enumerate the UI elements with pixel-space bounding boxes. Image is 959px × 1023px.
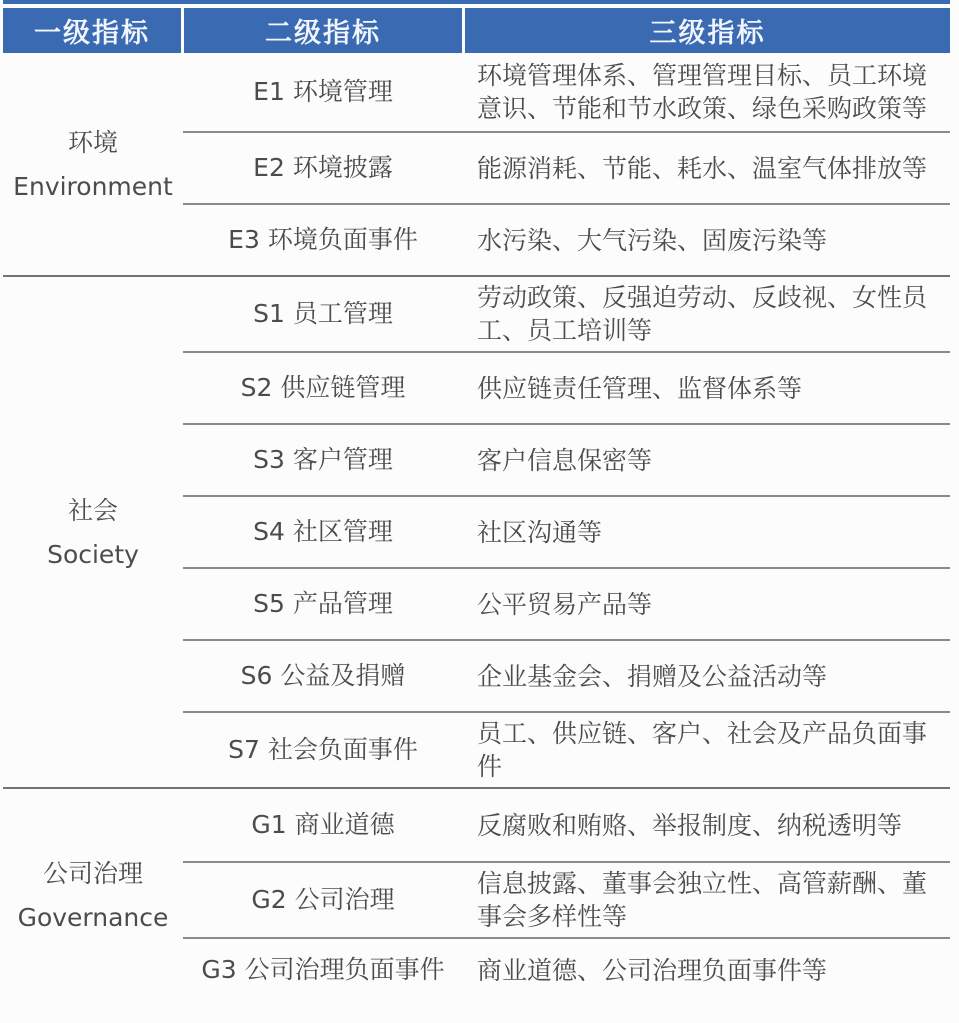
section-rows [183,789,950,1001]
level3-cell: 水污染、大气污染、固废污染等 [477,225,828,255]
indicator-row [183,711,950,787]
level3-cell: 公平贸易产品等 [477,589,653,619]
level3-cell: 客户信息保密等 [477,445,653,475]
table-header [3,8,950,53]
level2-cell: S3 客户管理 [253,445,393,474]
indicator-row [183,53,950,131]
indicator-row [183,131,950,203]
header-cell-level1: 一级指标 [3,8,181,53]
level3-cell: 企业基金会、捐赠及公益活动等 [477,661,828,691]
header-cell-level2: 二级指标 [184,8,462,53]
indicator-row [183,277,950,351]
level1-en-label: Governance [17,902,169,932]
level3-cell: 供应链责任管理、监督体系等 [477,373,803,403]
level3-cell: 商业道德、公司治理负面事件等 [477,955,828,985]
level1-zh-label: 公司治理 [42,858,143,888]
level1-zh-label: 环境 [67,127,118,157]
section-society [3,275,950,787]
indicator-row [183,789,950,861]
level2-cell: G3 公司治理负面事件 [201,955,445,984]
level3-cell: 劳动政策、反强迫劳动、反歧视、女性员工、员工培训等 [477,283,928,345]
section-rows [183,53,950,275]
level2-cell: E3 环境负面事件 [228,225,418,254]
level1-cell [3,53,183,275]
level3-cell: 能源消耗、节能、耗水、温室气体排放等 [477,153,928,183]
indicator-row [183,567,950,639]
table-sections [3,53,950,1001]
indicator-row [183,423,950,495]
section-governance [3,787,950,1001]
level2-cell: E2 环境披露 [253,153,393,182]
level2-cell: G2 公司治理 [251,885,395,914]
level2-cell: S7 社会负面事件 [228,735,418,764]
level3-cell: 信息披露、董事会独立性、高管薪酬、董事会多样性等 [477,869,928,931]
level3-cell: 环境管理体系、管理管理目标、员工环境意识、节能和节水政策、绿色采购政策等 [477,61,928,123]
level1-zh-label: 社会 [67,495,118,525]
level2-cell: E1 环境管理 [253,77,393,106]
level1-en-label: Environment [13,171,173,201]
level1-cell [3,277,183,787]
indicator-row [183,861,950,937]
level2-cell: S1 员工管理 [253,299,393,328]
level3-cell: 反腐败和贿赂、举报制度、纳税透明等 [477,810,903,840]
indicator-row [183,639,950,711]
indicator-row [183,203,950,275]
level2-cell: S4 社区管理 [253,517,393,546]
section-environment [3,53,950,275]
top-accent-bar [3,0,950,4]
level3-cell: 社区沟通等 [477,517,603,547]
level1-en-label: Society [47,539,139,569]
indicator-table [3,0,950,1001]
level2-cell: S5 产品管理 [253,589,393,618]
header-cell-level3: 三级指标 [465,8,950,53]
level2-cell: S6 公益及捐赠 [240,661,406,690]
level2-cell: S2 供应链管理 [240,373,406,402]
level3-cell: 员工、供应链、客户、社会及产品负面事件 [477,719,928,781]
indicator-row [183,351,950,423]
indicator-row [183,495,950,567]
level1-cell [3,789,183,1001]
level2-cell: G1 商业道德 [251,810,395,839]
section-rows [183,277,950,787]
indicator-row [183,937,950,1001]
